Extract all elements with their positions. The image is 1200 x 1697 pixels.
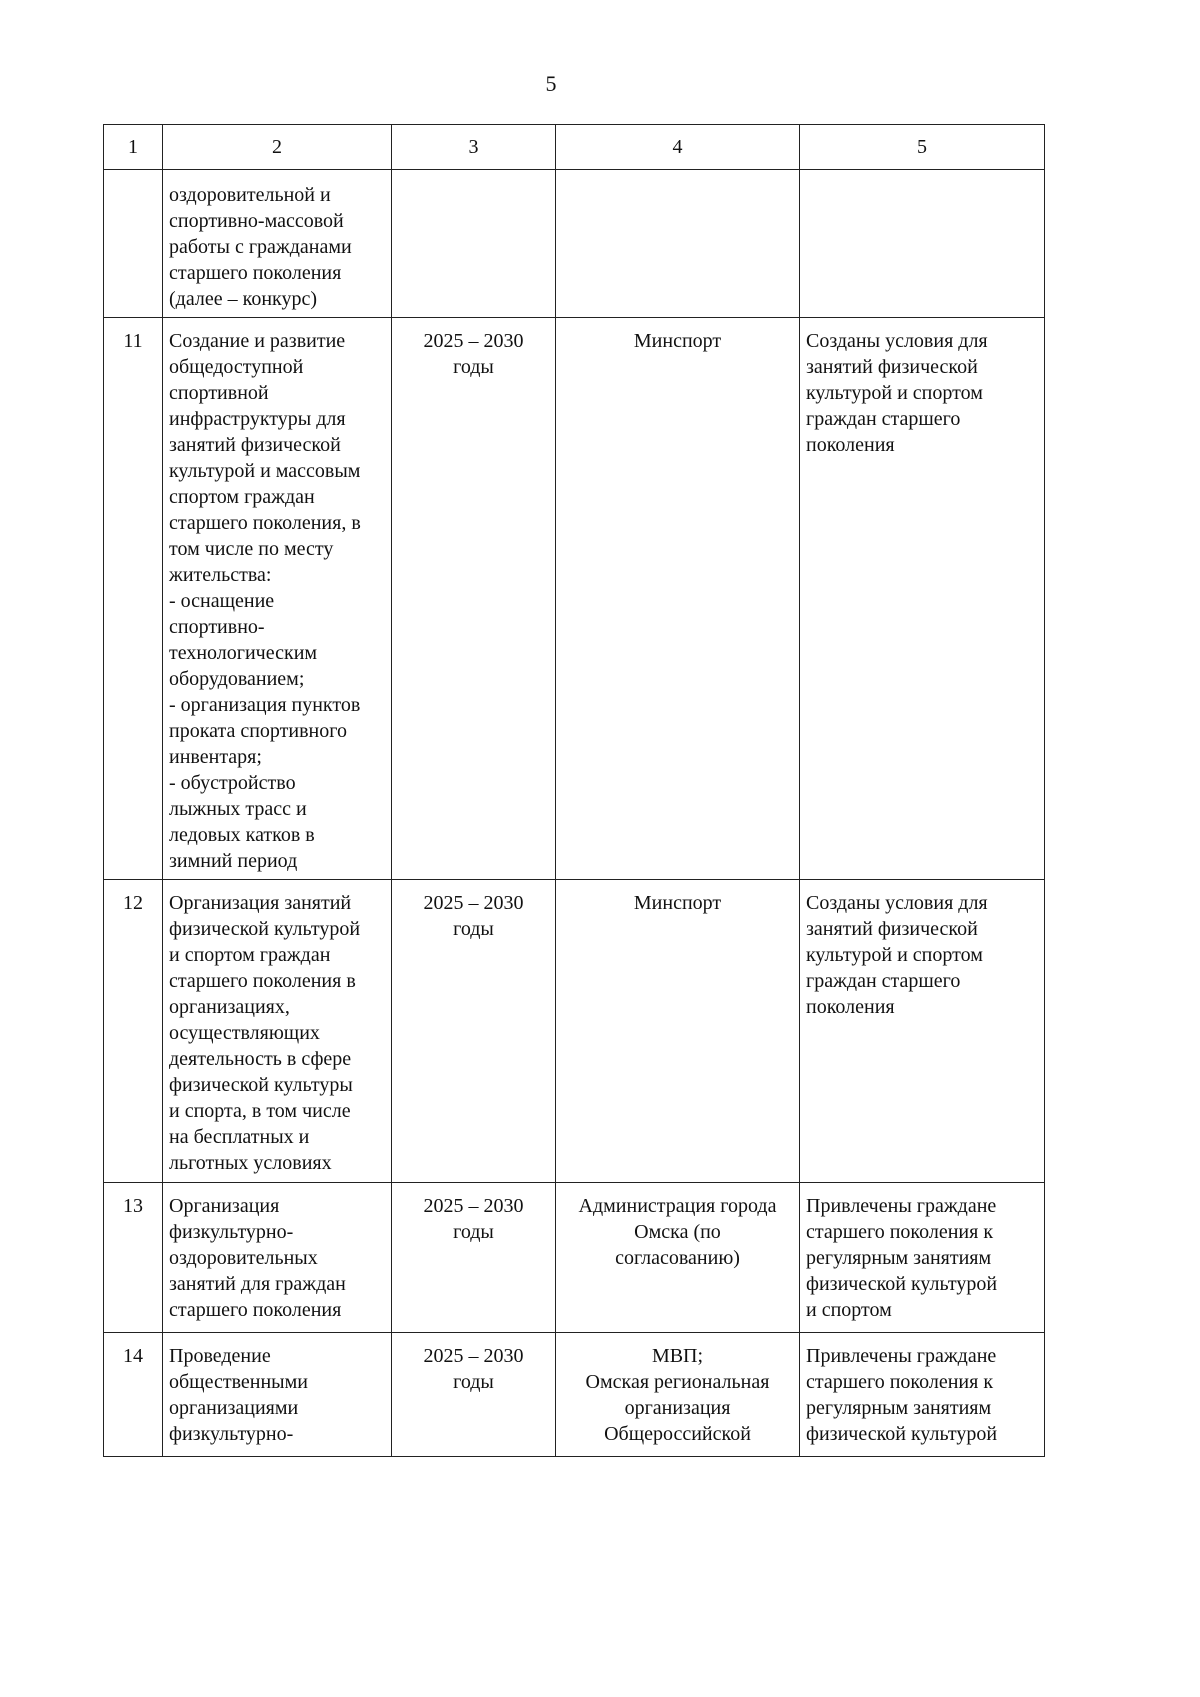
cell-text-line: и спортом граждан bbox=[169, 944, 331, 966]
table-row bbox=[104, 318, 1045, 880]
cell-text-line: - обустройство bbox=[169, 772, 296, 794]
cell-text-line: ледовых катков в bbox=[169, 824, 315, 846]
cell-text-line: годы bbox=[453, 1371, 494, 1393]
result-cell bbox=[800, 1333, 1045, 1457]
cell-text-line: согласованию) bbox=[615, 1247, 740, 1269]
cell-text-line: Общероссийской bbox=[604, 1423, 751, 1445]
table-row bbox=[104, 170, 1045, 318]
cell-text-line: (далее – конкурс) bbox=[169, 288, 317, 310]
cell-text-line: старшего поколения bbox=[169, 262, 342, 284]
cell-text-line: Созданы условия для bbox=[806, 330, 988, 352]
cell-text-line: проката спортивного bbox=[169, 720, 347, 742]
cell-text-line: Администрация города bbox=[578, 1195, 777, 1217]
column-header-3: 3 bbox=[392, 125, 556, 170]
cell-text-line: спортом граждан bbox=[169, 486, 315, 508]
cell-text-line: Организация bbox=[169, 1195, 280, 1217]
executor-cell bbox=[556, 1183, 800, 1333]
cell-text-line: граждан старшего bbox=[806, 970, 961, 992]
column-header-2: 2 bbox=[163, 125, 392, 170]
cell-text-line: физической культуры bbox=[169, 1074, 353, 1096]
cell-text-line: Привлечены граждане bbox=[806, 1195, 997, 1217]
cell-text-line: спортивно- bbox=[169, 616, 265, 638]
cell-text-line: деятельность в сфере bbox=[169, 1048, 352, 1070]
cell-text-line: МВП; bbox=[651, 1345, 704, 1367]
column-header-1: 1 bbox=[104, 125, 163, 170]
cell-text-line: поколения bbox=[806, 434, 895, 456]
cell-text-line: поколения bbox=[806, 996, 895, 1018]
table-row bbox=[104, 880, 1045, 1183]
cell-text-line: спортивной bbox=[169, 382, 269, 404]
cell-text-line: 2025 – 2030 bbox=[423, 1195, 524, 1217]
executor-cell bbox=[556, 880, 800, 1183]
cell-text-line: - оснащение bbox=[169, 590, 275, 612]
cell-text-line: годы bbox=[453, 356, 494, 378]
cell-text-line: старшего поколения к bbox=[806, 1371, 994, 1393]
cell-text-line: организациях, bbox=[169, 996, 290, 1018]
cell-text-line: Создание и развитие bbox=[169, 330, 346, 352]
cell-text-line: культурой и массовым bbox=[169, 460, 361, 482]
cell-text-line: осуществляющих bbox=[169, 1022, 320, 1044]
executor-cell bbox=[556, 170, 800, 318]
result-cell bbox=[800, 318, 1045, 880]
executor-cell bbox=[556, 1333, 800, 1457]
row-number-cell: 12 bbox=[104, 880, 163, 1183]
row-number-cell: 14 bbox=[104, 1333, 163, 1457]
result-cell bbox=[800, 880, 1045, 1183]
cell-text-line: спортивно-массовой bbox=[169, 210, 344, 232]
activity-cell bbox=[163, 318, 392, 880]
cell-text-line: инвентаря; bbox=[169, 746, 262, 768]
cell-text-line: организациями bbox=[169, 1397, 299, 1419]
cell-text-line: оздоровительной и bbox=[169, 184, 331, 206]
row-number-cell: 13 bbox=[104, 1183, 163, 1333]
cell-text-line: Минспорт bbox=[633, 892, 722, 914]
cell-text-line: физической культурой bbox=[169, 918, 361, 940]
row-number-cell: 11 bbox=[104, 318, 163, 880]
table-row bbox=[104, 1333, 1045, 1457]
cell-text-line: Привлечены граждане bbox=[806, 1345, 997, 1367]
cell-text-line: физкультурно- bbox=[169, 1221, 294, 1243]
cell-text-line: и спортом bbox=[806, 1299, 892, 1321]
executor-cell bbox=[556, 318, 800, 880]
period-cell bbox=[392, 1183, 556, 1333]
cell-text-line: культурой и спортом bbox=[806, 382, 983, 404]
cell-text-line: 2025 – 2030 bbox=[423, 1345, 524, 1367]
cell-text-line: оздоровительных bbox=[169, 1247, 318, 1269]
period-cell bbox=[392, 1333, 556, 1457]
cell-text-line: занятий физической bbox=[169, 434, 341, 456]
cell-text-line: годы bbox=[453, 918, 494, 940]
cell-text-line: занятий физической bbox=[806, 918, 978, 940]
period-cell bbox=[392, 880, 556, 1183]
cell-text-line: старшего поколения bbox=[169, 1299, 342, 1321]
cell-text-line: жительства: bbox=[169, 564, 272, 586]
row-number-cell bbox=[104, 170, 163, 318]
cell-text-line: зимний период bbox=[169, 850, 298, 872]
result-cell bbox=[800, 170, 1045, 318]
activity-cell bbox=[163, 1183, 392, 1333]
activity-cell bbox=[163, 1333, 392, 1457]
cell-text-line: - организация пунктов bbox=[169, 694, 361, 716]
table-row bbox=[104, 1183, 1045, 1333]
cell-text-line: Организация занятий bbox=[169, 892, 352, 914]
cell-text-line: 2025 – 2030 bbox=[423, 330, 524, 352]
cell-text-line: граждан старшего bbox=[806, 408, 961, 430]
cell-text-line: работы с гражданами bbox=[169, 236, 352, 258]
cell-text-line: 2025 – 2030 bbox=[423, 892, 524, 914]
cell-text-line: и спорта, в том числе bbox=[169, 1100, 351, 1122]
cell-text-line: инфраструктуры для bbox=[169, 408, 346, 430]
table-header-row bbox=[104, 125, 1045, 170]
cell-text-line: Созданы условия для bbox=[806, 892, 988, 914]
cell-text-line: физической культурой bbox=[806, 1273, 998, 1295]
cell-text-line: регулярным занятиям bbox=[806, 1247, 992, 1269]
column-header-5: 5 bbox=[800, 125, 1045, 170]
page-number: 5 bbox=[545, 71, 557, 96]
cell-text-line: культурой и спортом bbox=[806, 944, 983, 966]
cell-text-line: годы bbox=[453, 1221, 494, 1243]
activity-cell bbox=[163, 880, 392, 1183]
cell-text-line: старшего поколения, в bbox=[169, 512, 361, 534]
period-cell bbox=[392, 170, 556, 318]
cell-text-line: технологическим bbox=[169, 642, 318, 664]
cell-text-line: занятий для граждан bbox=[169, 1273, 346, 1295]
cell-text-line: регулярным занятиям bbox=[806, 1397, 992, 1419]
cell-text-line: общественными bbox=[169, 1371, 308, 1393]
cell-text-line: Минспорт bbox=[633, 330, 722, 352]
cell-text-line: старшего поколения в bbox=[169, 970, 356, 992]
cell-text-line: физической культурой bbox=[806, 1423, 998, 1445]
cell-text-line: физкультурно- bbox=[169, 1423, 294, 1445]
cell-text-line: старшего поколения к bbox=[806, 1221, 994, 1243]
column-header-4: 4 bbox=[556, 125, 800, 170]
cell-text-line: Проведение bbox=[169, 1345, 271, 1367]
cell-text-line: том числе по месту bbox=[169, 538, 334, 560]
cell-text-line: оборудованием; bbox=[169, 668, 305, 690]
result-cell bbox=[800, 1183, 1045, 1333]
plan-table bbox=[103, 124, 1045, 1457]
cell-text-line: Омская региональная bbox=[585, 1371, 770, 1393]
cell-text-line: Омска (по bbox=[634, 1221, 721, 1243]
activity-cell bbox=[163, 170, 392, 318]
cell-text-line: лыжных трасс и bbox=[169, 798, 307, 820]
cell-text-line: организация bbox=[624, 1397, 731, 1419]
period-cell bbox=[392, 318, 556, 880]
cell-text-line: общедоступной bbox=[169, 356, 304, 378]
cell-text-line: льготных условиях bbox=[169, 1152, 332, 1174]
cell-text-line: занятий физической bbox=[806, 356, 978, 378]
cell-text-line: на бесплатных и bbox=[169, 1126, 310, 1148]
